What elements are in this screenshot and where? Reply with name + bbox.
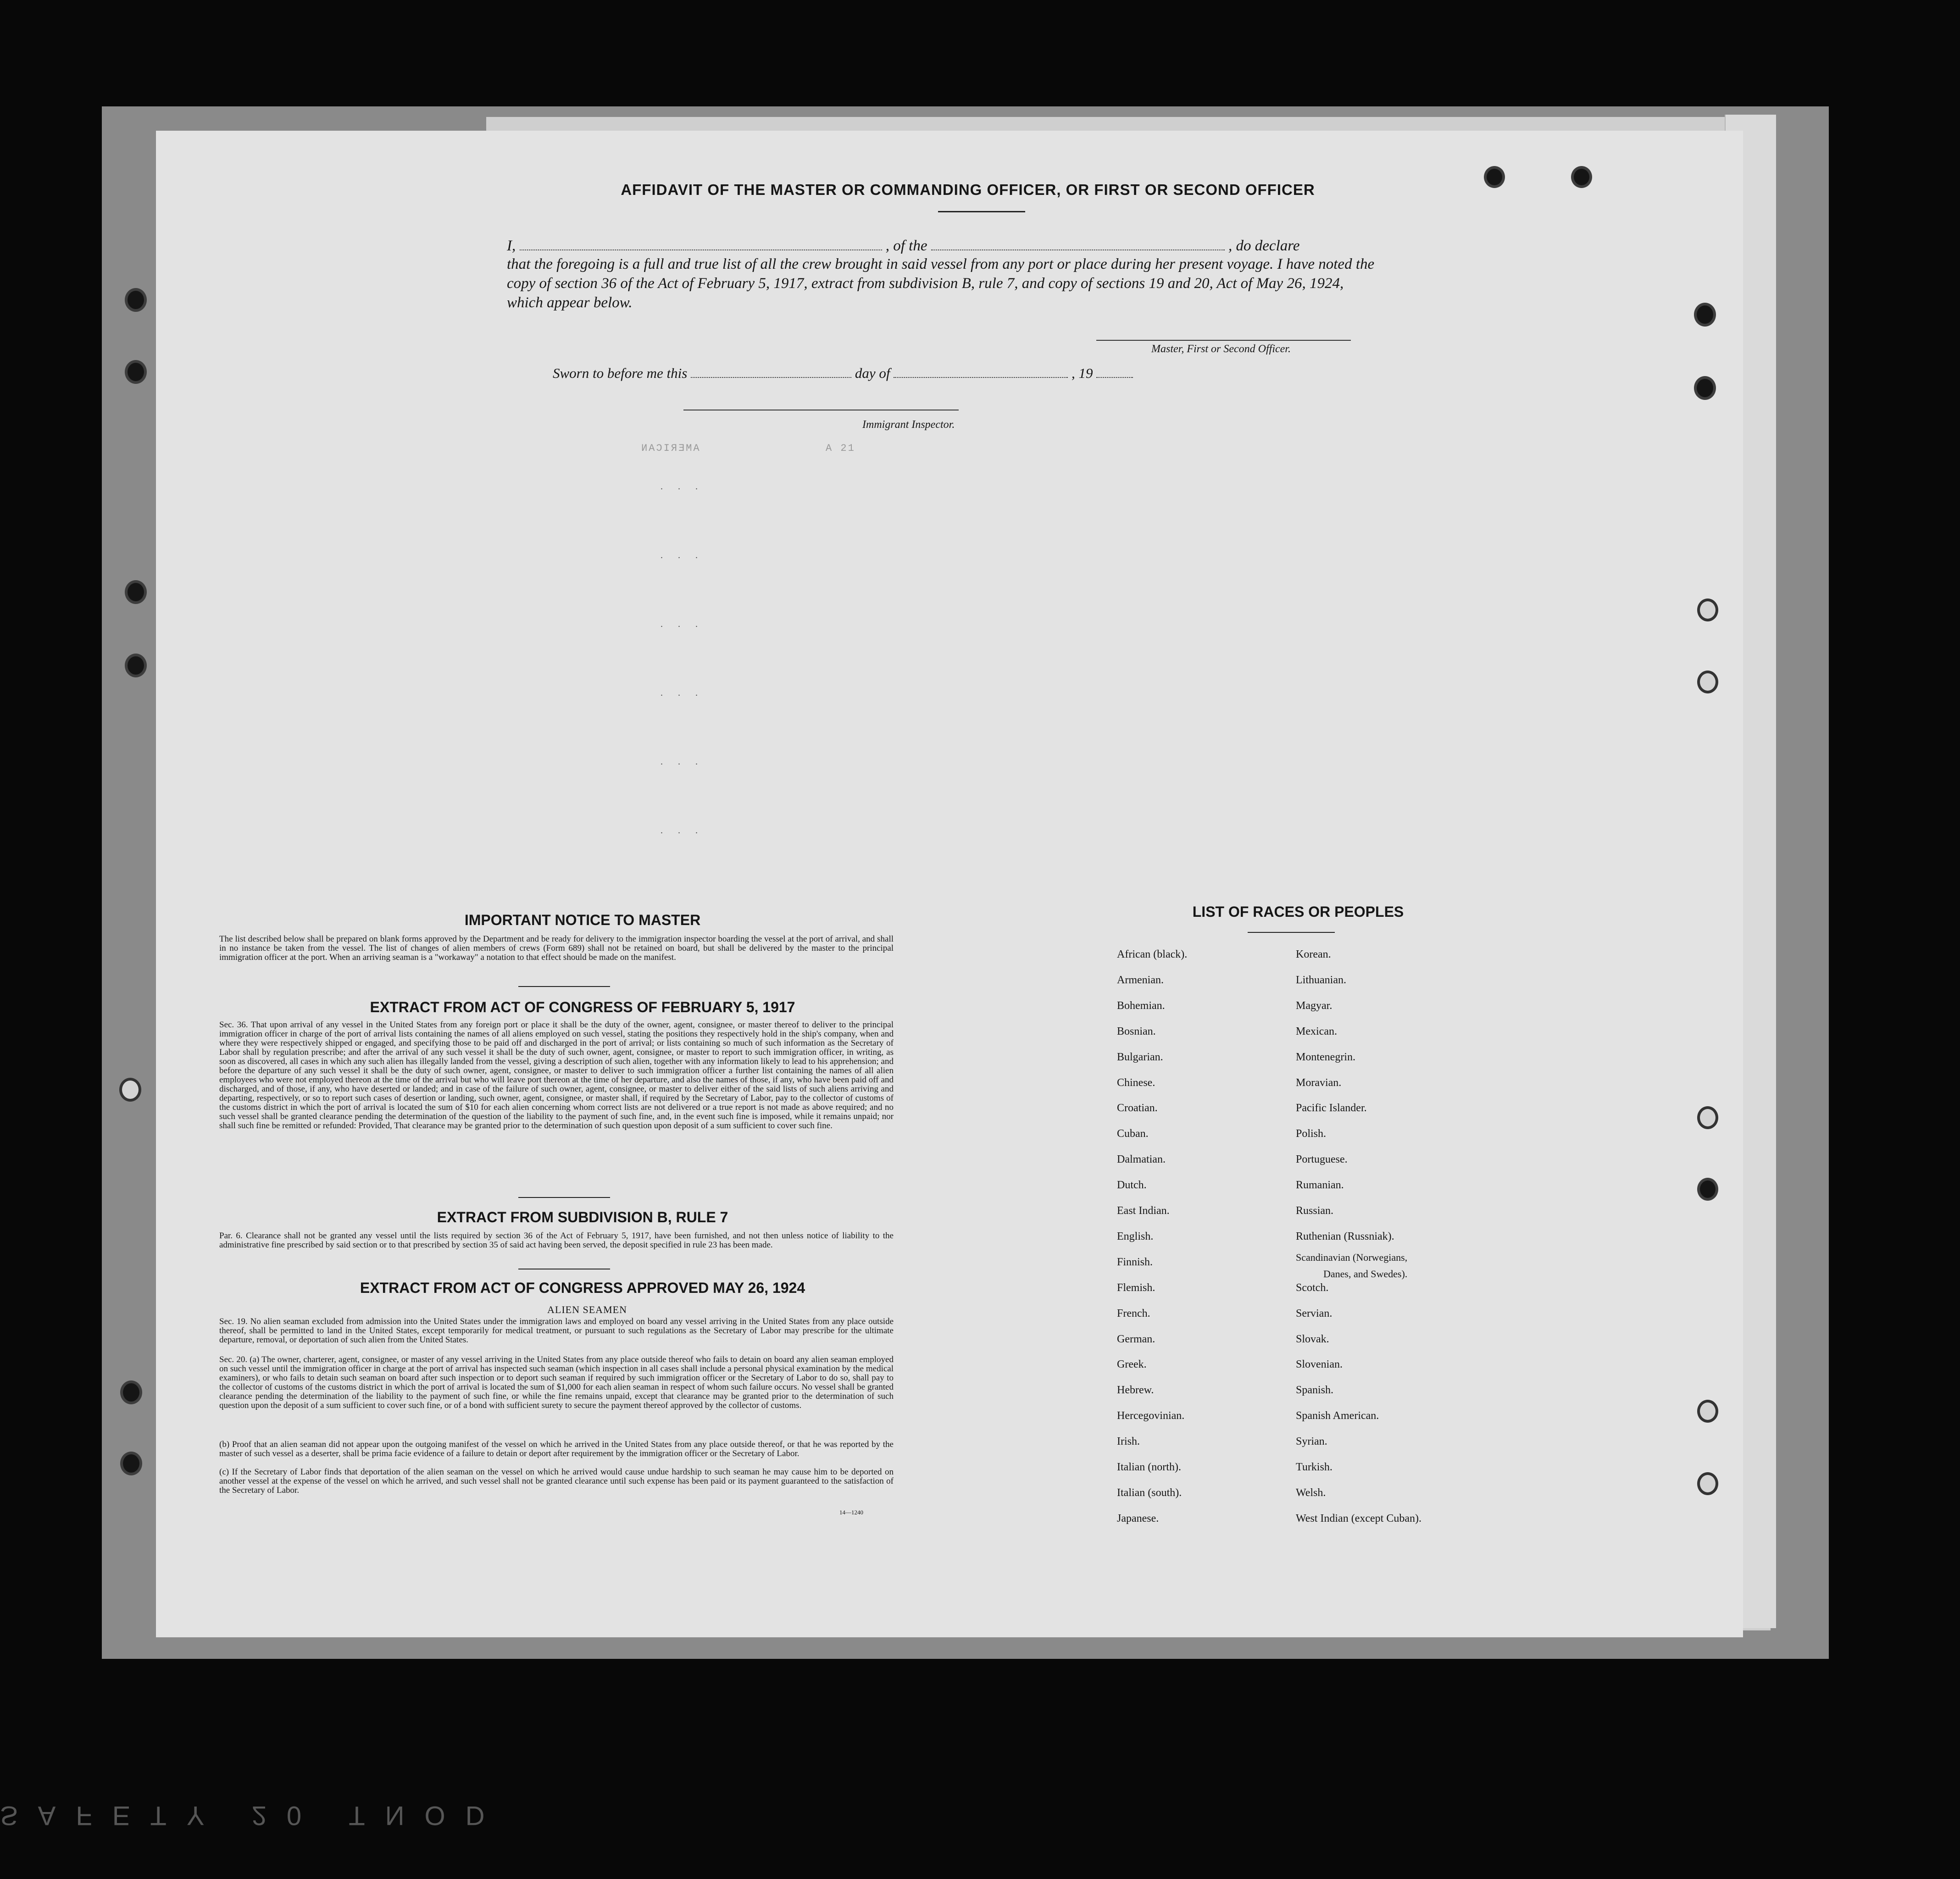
sec19-text: Sec. 19. No alien seaman excluded from admission into the United States under the immigration laws and employed on board any vessel arriving in the United States from any place outside thereof, shall be permitted to land in the United States, except temporarily for medical treatment, or pursuant to such regulations as the Secretary of Labor may prescribe for the ultimate departure, removal, or deportation of such alien from the United States. bbox=[219, 1317, 894, 1345]
bleed-through-mark: A 21 bbox=[826, 443, 855, 454]
ditto-dots: . . . bbox=[661, 550, 704, 560]
race-item: Chinese. bbox=[1117, 1077, 1155, 1089]
ditto-dots: . . . bbox=[661, 757, 704, 767]
ditto-dots: . . . bbox=[661, 619, 704, 629]
races-title-rule bbox=[1248, 932, 1335, 933]
sworn-day-blank[interactable] bbox=[691, 377, 851, 378]
ditto-dots: . . . bbox=[661, 688, 704, 698]
form-number: 14—1240 bbox=[839, 1509, 863, 1516]
race-item: Welsh. bbox=[1296, 1487, 1326, 1499]
race-item: Dutch. bbox=[1117, 1179, 1147, 1191]
sworn-prefix: Sworn to before me this bbox=[553, 365, 688, 381]
master-caption: Master, First or Second Officer. bbox=[1151, 343, 1291, 355]
race-item: Japanese. bbox=[1117, 1513, 1159, 1524]
extract-1924-title: EXTRACT FROM ACT OF CONGRESS APPROVED MAY 26, 1924 bbox=[360, 1280, 805, 1296]
position-blank[interactable] bbox=[931, 249, 1225, 250]
punch-hole bbox=[125, 360, 147, 384]
race-item: English. bbox=[1117, 1230, 1154, 1242]
sworn-line bbox=[553, 365, 1133, 382]
punch-hole bbox=[1571, 166, 1592, 188]
race-item: Scandinavian (Norwegians, bbox=[1296, 1252, 1408, 1263]
race-item: East Indian. bbox=[1117, 1205, 1170, 1217]
race-item: Flemish. bbox=[1117, 1282, 1155, 1294]
punch-hole bbox=[1484, 166, 1505, 188]
race-item: Mexican. bbox=[1296, 1025, 1337, 1037]
race-item: Rumanian. bbox=[1296, 1179, 1344, 1191]
section-rule bbox=[518, 1197, 610, 1198]
race-item: Moravian. bbox=[1296, 1077, 1342, 1089]
race-item: Slovak. bbox=[1296, 1333, 1329, 1345]
ditto-dots: . . . bbox=[661, 826, 704, 836]
race-item: French. bbox=[1117, 1308, 1150, 1319]
name-blank[interactable] bbox=[520, 249, 882, 250]
sec20a-text: Sec. 20. (a) The owner, charterer, agent, consignee, or master of any vessel arriving in the United States from any place outside thereof who fails to detain on board any alien seaman employed on such vessel until the immigration officer in charge at the port of arrival has inspected such seaman (which inspection in all cases shall include a personal physical examination by the medical examiners), or who fails to detain such seaman on board after such inspection or to deport such seaman if required by such immigration officer or the Secretary of Labor to do so, shall pay to the collector of customs of the customs district in which the port of arrival is located the sum of $1,000 for each alien seaman in respect of whom such failure occurs. No vessel shall be granted clearance pending the determination of the liability to the payment of such fine, or while the fine remains unpaid, except that clearance may be granted prior to the determination of such question upon the deposit of a sum sufficient to cover such fine, or of a bond with sufficient surety to secure the payment thereof approved by the collector of customs. bbox=[219, 1355, 894, 1410]
race-item: Bosnian. bbox=[1117, 1025, 1156, 1037]
punch-hole bbox=[125, 288, 147, 312]
race-item: Turkish. bbox=[1296, 1461, 1333, 1473]
race-item: Servian. bbox=[1296, 1308, 1333, 1319]
manifest-page bbox=[156, 131, 1743, 1637]
race-item: Cuban. bbox=[1117, 1128, 1149, 1140]
punch-hole bbox=[1694, 376, 1716, 400]
inspector-caption: Immigrant Inspector. bbox=[862, 419, 955, 431]
race-item: Lithuanian. bbox=[1296, 974, 1346, 986]
punch-hole bbox=[120, 1452, 142, 1475]
master-signature-line[interactable] bbox=[1096, 340, 1351, 341]
notice-text: The list described below shall be prepared on blank forms approved by the Department and be ready for delivery to the immigration inspector boarding the vessel at the port of arrival, and shall in no instance be taken from the vessel. The list of changes of alien members of crews (Form 689) shall not be retained on board, but shall be delivered by the master to the principal immigration officer at the port. When an arriving seaman is a "workaway" a notation to that effect should be made on the manifest. bbox=[219, 934, 894, 962]
race-item: Polish. bbox=[1296, 1128, 1327, 1140]
punch-hole bbox=[1697, 1400, 1718, 1423]
race-item: Italian (north). bbox=[1117, 1461, 1181, 1473]
sec20b-text: (b) Proof that an alien seaman did not appear upon the outgoing manifest of the vessel on which he arrived in the United States from any place outside thereof, or that he was reported by the master of such vessel as a deserter, shall be prima facie evidence of a failure to detain or deport after requirement by the immigration officer or the Secretary of Labor. bbox=[219, 1440, 894, 1458]
races-title: LIST OF RACES OR PEOPLES bbox=[1192, 903, 1404, 920]
bleed-through-stamp: AMERICAN bbox=[640, 443, 700, 454]
race-item: Magyar. bbox=[1296, 1000, 1333, 1012]
race-item: African (black). bbox=[1117, 948, 1188, 960]
film-edge-code: SAFETY 20 TNOD bbox=[0, 1801, 505, 1830]
race-item: Dalmatian. bbox=[1117, 1153, 1166, 1165]
punch-hole bbox=[1697, 1178, 1718, 1201]
race-item: Danes, and Swedes). bbox=[1323, 1268, 1408, 1280]
race-item: Finnish. bbox=[1117, 1256, 1153, 1268]
punch-hole bbox=[1697, 1472, 1718, 1495]
race-item: Bulgarian. bbox=[1117, 1051, 1163, 1063]
punch-hole bbox=[1697, 1106, 1718, 1129]
punch-hole bbox=[119, 1078, 141, 1102]
race-item: Syrian. bbox=[1296, 1436, 1327, 1447]
sworn-year: , 19 bbox=[1071, 365, 1093, 381]
race-item: Slovenian. bbox=[1296, 1358, 1343, 1370]
extract-1917-title: EXTRACT FROM ACT OF CONGRESS OF FEBRUARY 5, 1917 bbox=[370, 999, 795, 1015]
race-item: West Indian (except Cuban). bbox=[1296, 1513, 1421, 1524]
race-item: Russian. bbox=[1296, 1205, 1334, 1217]
race-item: Armenian. bbox=[1117, 974, 1164, 986]
punch-hole bbox=[125, 580, 147, 604]
race-item: Korean. bbox=[1296, 948, 1331, 960]
race-item: Greek. bbox=[1117, 1358, 1147, 1370]
race-item: Montenegrin. bbox=[1296, 1051, 1355, 1063]
race-item: Portuguese. bbox=[1296, 1153, 1348, 1165]
punch-hole bbox=[125, 654, 147, 677]
extract-rule7-text: Par. 6. Clearance shall not be granted any vessel until the lists required by section 36 of the Act of February 5, 1917, have been furnished, and not then unless notice of liability to the administrative fine prescribed by said section or to that prescribed by section 35 of said act having been served, the deposit specified in rule 23 has been made. bbox=[219, 1231, 894, 1250]
sworn-day-of: day of bbox=[855, 365, 890, 381]
declaration-i: I, bbox=[507, 238, 516, 254]
race-item: Irish. bbox=[1117, 1436, 1140, 1447]
race-item: Hebrew. bbox=[1117, 1384, 1154, 1396]
punch-hole bbox=[120, 1380, 142, 1404]
race-item: Spanish. bbox=[1296, 1384, 1334, 1396]
race-item: Italian (south). bbox=[1117, 1487, 1182, 1499]
sec20c-text: (c) If the Secretary of Labor finds that deportation of the alien seaman on the vessel on which he arrived would cause undue hardship to such seaman he may cause him to be deported on another vessel at the expense of the vessel on which he arrived, and such vessel shall not be granted clearance until such expense has been paid or its payment guaranteed to the satisfaction of the Secretary of Labor. bbox=[219, 1467, 894, 1495]
race-item: German. bbox=[1117, 1333, 1155, 1345]
section-rule bbox=[518, 986, 610, 987]
alien-seamen-subtitle: ALIEN SEAMEN bbox=[547, 1304, 627, 1315]
race-item: Pacific Islander. bbox=[1296, 1102, 1367, 1114]
race-item: Ruthenian (Russniak). bbox=[1296, 1230, 1394, 1242]
declaration-line bbox=[507, 238, 1299, 255]
race-item: Bohemian. bbox=[1117, 1000, 1165, 1012]
declaration-of-the: , of the bbox=[885, 238, 927, 254]
punch-hole bbox=[1697, 599, 1718, 621]
notice-title: IMPORTANT NOTICE TO MASTER bbox=[464, 912, 701, 928]
extract-rule7-title: EXTRACT FROM SUBDIVISION B, RULE 7 bbox=[437, 1209, 728, 1225]
race-item: Scotch. bbox=[1296, 1282, 1329, 1294]
ditto-dots: . . . bbox=[661, 482, 704, 492]
affidavit-title: AFFIDAVIT OF THE MASTER OR COMMANDING OFFICER, OR FIRST OR SECOND OFFICER bbox=[621, 181, 1315, 198]
title-rule bbox=[938, 211, 1025, 212]
race-item: Hercegovinian. bbox=[1117, 1410, 1185, 1422]
extract-1917-text: Sec. 36. That upon arrival of any vessel in the United States from any foreign port or place it shall be the duty of the owner, agent, consignee, or master thereof to deliver to the principal immigration officer in charge of the port of arrival lists containing the names of all aliens employed on such vessel, stating the positions they respectively hold in the ship's company, when and where they were respectively shipped or engaged, and specifying those to be paid off and discharged in the port of arrival; or lists containing so much of such information as the Secretary of Labor shall by regulation prescribe; and after the arrival of any such vessel it shall be the duty of such owner, agent, consignee, or master to report to such immigration officer, in writing, as soon as discovered, all cases in which any such alien has illegally landed from the vessel, giving a description of such alien, together with any information likely to lead to his apprehension; and before the departure of any such vessel it shall be the duty of such owner, agent, consignee, or master to deliver to such immigration officer a further list containing the names of all alien employees who were not employed thereon at the time of the arrival but who will leave port thereon at the time of her departure, and also the names of those, if any, who have been paid off and discharged, and of those, if any, who have deserted or landed; and in case of the failure of such owner, agent, consignee, or master to deliver either of the said lists of such aliens arriving and departing, respectively, or so to report such cases of desertion or landing, such owner, agent, consignee, or master shall, if required by the Secretary of Labor, pay to the collector of customs of the customs district in which the port of arrival is located the sum of $10 for each alien concerning whom correct lists are not delivered or a true report is not made as above required; and no such vessel shall be granted clearance pending the determination of the question of the liability to the payment of such fine, and, in the event such fine is imposed, while it remains unpaid; nor shall such fine be remitted or refunded: Provided, That clearance may be granted prior to the determination of such question upon deposit of a sum sufficient to cover such fine. bbox=[219, 1020, 894, 1131]
declaration-declare: , do declare bbox=[1228, 238, 1300, 254]
sworn-year-blank[interactable] bbox=[1096, 377, 1133, 378]
punch-hole bbox=[1697, 671, 1718, 693]
race-item: Croatian. bbox=[1117, 1102, 1158, 1114]
affidavit-body: that the foregoing is a full and true list of all the crew brought in said vessel from any port or place during her present voyage. I have noted the copy of section 36 of the Act of February 5, 1917, extract from subdivision B, rule 7, and copy of sections 19 and 20, Act of May 26, 1924, which appear below. bbox=[507, 256, 1375, 311]
sworn-month-blank[interactable] bbox=[894, 377, 1068, 378]
race-item: Spanish American. bbox=[1296, 1410, 1379, 1422]
punch-hole bbox=[1694, 303, 1716, 327]
